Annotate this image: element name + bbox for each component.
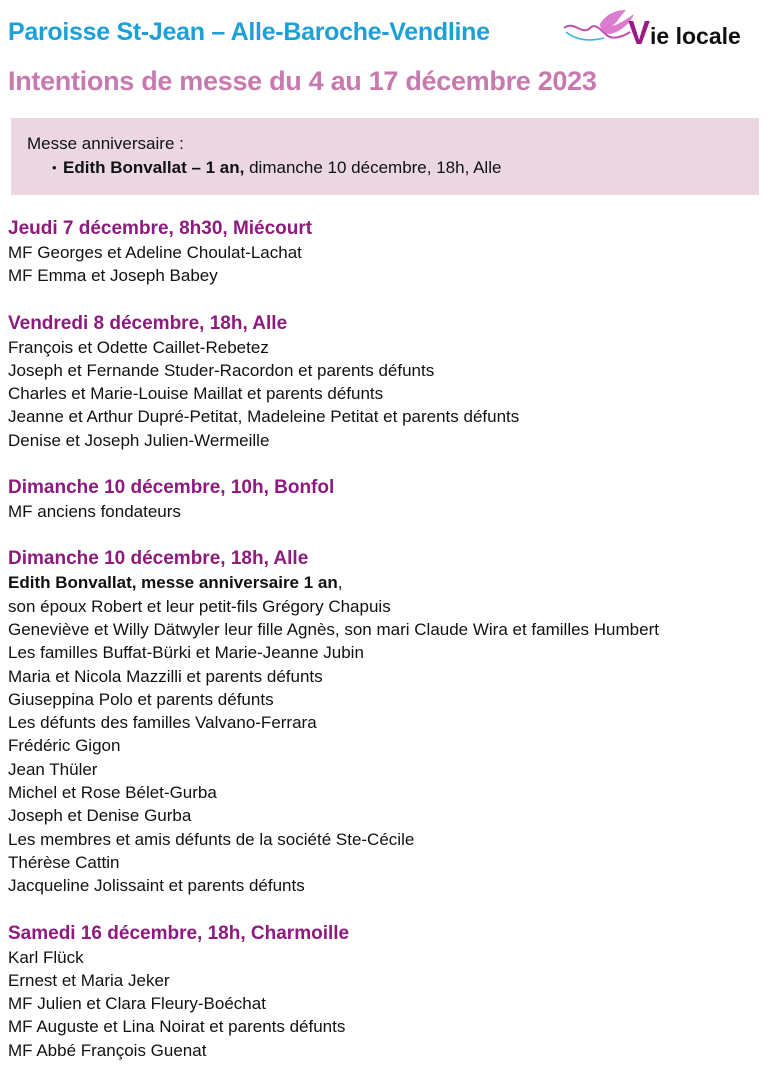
intention-item: Les défunts des familles Valvano-Ferrara [8,713,317,733]
intention-item: Ernest et Maria Jeker [8,970,170,990]
mass-heading: Samedi 16 décembre, 18h, Charmoille [8,922,350,944]
mass-section [8,921,762,1062]
intentions-list [8,216,762,1085]
intention-item: Jacqueline Jolissaint et parents défunts [8,876,305,896]
intention-item: MF anciens fondateurs [8,502,181,522]
intention-item-lead [8,571,762,594]
intention-item: Les familles Buffat-Bürki et Marie-Jeanne Jubin [8,643,364,663]
anniversary-name: Edith Bonvallat – 1 an, [63,158,245,177]
intention-item: Karl Flück [8,947,84,967]
bullet-icon: • [52,160,57,175]
parish-name: Paroisse St-Jean – Alle-Baroche-Vendline [8,18,490,46]
page-header [8,14,762,50]
brand-initial: V [628,14,651,51]
intention-item: MF Georges et Adeline Choulat-Lachat [8,243,302,262]
mass-section [8,475,762,523]
brand-rest: ie locale [650,23,741,49]
mass-heading: Dimanche 10 décembre, 18h, Alle [8,548,309,570]
mass-section [8,216,762,288]
mass-section [8,311,762,452]
mass-section [8,546,762,897]
anniversary-box [11,118,759,195]
intention-item: MF Abbé François Guenat [8,1040,207,1060]
intention-item: Frédéric Gigon [8,736,121,756]
intention-item: Charles et Marie-Louise Maillat et parents défunts [8,384,384,404]
section-brand [628,14,741,52]
intention-item: Jeanne et Arthur Dupré-Petitat, Madeleine Petitat et parents défunts [8,407,520,427]
intention-item: Maria et Nicola Mazzilli et parents défunts [8,666,323,686]
page-title: Intentions de messe du 4 au 17 décembre 2023 [8,66,597,96]
mass-heading: Dimanche 10 décembre, 10h, Bonfol [8,477,335,499]
lead-rest-text: , [337,573,343,593]
anniversary-item [27,158,743,178]
lead-bold-text: Edith Bonvallat, messe anniversaire 1 an [8,573,338,593]
intention-item: François et Odette Caillet-Rebetez [8,337,269,357]
anniversary-label: Messe anniversaire : [27,134,184,153]
intention-item: Les membres et amis défunts de la société Ste-Cécile [8,829,415,849]
intention-item: Denise et Joseph Julien-Wermeille [8,430,270,450]
intention-item: Giuseppina Polo et parents défunts [8,689,274,709]
intention-item: MF Julien et Clara Fleury-Boéchat [8,994,266,1014]
intention-item: Michel et Rose Bélet-Gurba [8,783,217,803]
intention-item: Jean Thüler [8,759,98,779]
intention-item: MF Auguste et Lina Noirat et parents défunts [8,1017,346,1037]
intention-item: Joseph et Denise Gurba [8,806,192,826]
mass-heading: Jeudi 7 décembre, 8h30, Miécourt [8,218,313,239]
mass-heading: Vendredi 8 décembre, 18h, Alle [8,312,288,334]
intention-item: Thérèse Cattin [8,852,120,872]
intention-item: son époux Robert et leur petit-fils Grégory Chapuis [8,596,391,616]
intention-item: MF Emma et Joseph Babey [8,266,218,286]
intention-item: Joseph et Fernande Studer-Racordon et parents défunts [8,360,435,380]
intention-item: Geneviève et Willy Dätwyler leur fille Agnès, son mari Claude Wira et familles Humbert [8,619,659,639]
anniversary-details: dimanche 10 décembre, 18h, Alle [244,158,502,177]
